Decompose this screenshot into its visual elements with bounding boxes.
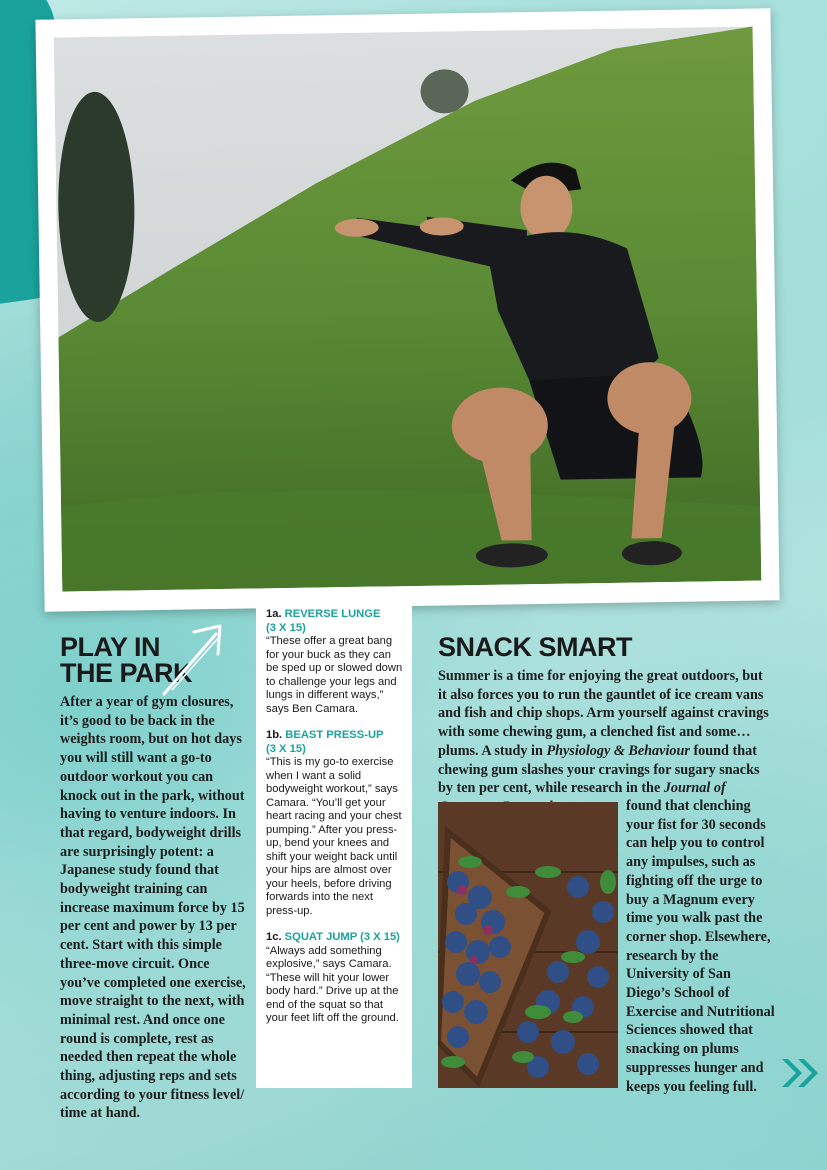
exercise-heading — [266, 729, 403, 743]
exercise-item — [266, 729, 403, 918]
hero-photo-frame — [35, 8, 779, 611]
exercise-list — [256, 600, 412, 1088]
exercise-item — [266, 608, 403, 716]
exercise-description: “This is my go-to exercise when I want a solid bodyweight workout,” says Camara. “You’ll get your heart racing and your chest pumping.” After you press-up, bend your knees and shift your weight back until your hips are almost over your heels, before driving forwards into the next press-up. — [266, 756, 402, 917]
snack-intro-part-b: found that chewing gum slashes your cravings for sugary snacks by ten per cent, while research in the — [438, 742, 760, 797]
plums-photo — [438, 802, 618, 1088]
exercise-heading — [266, 931, 403, 945]
snack-intro-part-a: Summer is a time for enjoying the great outdoors, but it also forces you to run the gauntlet of ice cream vans and fish and chip shops. Arm yourself against cravings with some chewing gum, a clenched fist and some… plums. A study in — [438, 668, 769, 759]
exercise-number: 1b. — [266, 729, 283, 741]
exercise-name: SQUAT JUMP — [284, 931, 357, 943]
hand-drawn-arrow-icon — [160, 620, 232, 698]
snack-smart-title: SNACK SMART — [438, 632, 632, 662]
snack-body-text: found that clenching your fist for 30 seconds can help you to control any impulses, such as fighting off the urge to buy a Magnum every time you walk past the corner shop. Elsewhere, research by the University of San Diego’s School of Exercise and Nutritional Sciences showed that snacking on plums suppresses hunger and keeps you feeling full. — [626, 798, 775, 1095]
exercise-number: 1c. — [266, 931, 282, 943]
exercise-reps: (3 X 15) — [360, 931, 400, 943]
exercise-name: BEAST PRESS-UP — [285, 729, 384, 741]
snack-intro-text — [438, 667, 773, 817]
hero-photo — [54, 27, 762, 592]
exercise-name: REVERSE LUNGE — [284, 608, 381, 620]
play-title-line1: PLAY IN — [60, 632, 161, 662]
exercise-number: 1a. — [266, 608, 282, 620]
play-title-line2: THE PARK — [60, 658, 193, 688]
play-body-text: After a year of gym closures, it’s good to be back in the weights room, but on hot days you will still want a go-to outdoor workout you can knock out in the park, without having to venture indoors. In that regard, bodyweight drills are surprisingly potent: a Japanese study found that bodyweight training can increase maximum force by 15 per cent and power by 13 per cent. Start with this simple three-move circuit. Once you’ve completed one exercise, move straight to the next, with minimal rest. And once one round is complete, rest as needed then repeat the whole thing, adjusting reps and sets according to your fitness level/ time at hand. — [60, 694, 246, 1122]
journal-physiology: Physiology & Behaviour — [546, 742, 690, 759]
journal-consumer-research: Journal of — [663, 780, 726, 797]
exercise-heading — [266, 608, 403, 622]
exercise-item — [266, 931, 403, 1026]
exercise-description: “These offer a great bang for your buck as they can be sped up or slowed down to challenge your legs and lungs in different ways,” says Ben Camara. — [266, 635, 403, 715]
exercise-description: “Always add something explosive,” says Camara. “These will hit your lower body hard.” Drive up at the end of the squat so that your feet lift off the ground. — [266, 944, 399, 1024]
exercise-reps: (3 X 15) — [266, 621, 306, 634]
double-chevron-right-icon[interactable] — [778, 1055, 822, 1091]
exercise-reps: (3 X 15) — [266, 742, 306, 755]
